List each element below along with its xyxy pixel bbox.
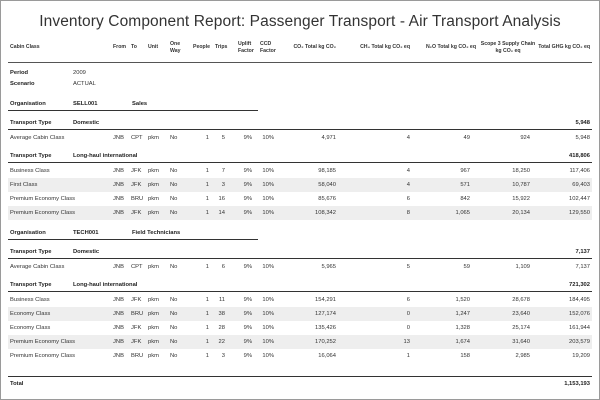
cell-ccd: 10% [262,196,274,202]
col-n2o: N₂O Total kg CO₂ eq [425,44,476,50]
cell-from: JNB [113,196,124,202]
cell-scope3: 20,134 [512,210,530,216]
cell-to: JFK [131,168,142,174]
cell-trips: 7 [221,168,225,174]
cell-cabin-class: Premium Economy Class [10,353,76,359]
col-cabin-class: Cabin Class [10,44,40,50]
cell-people: 1 [205,168,209,174]
scenario-label: Scenario [10,81,35,87]
cell-from: JNB [113,353,124,359]
cell-co2: 5,965 [321,264,336,270]
cell-ccd: 10% [262,168,274,174]
scenario-value: ACTUAL [73,81,96,87]
cell-people: 1 [205,135,209,141]
cell-ccd: 10% [262,210,274,216]
cell-co2: 108,342 [315,210,336,216]
cell-unit: pkm [148,182,159,188]
cell-total-ghg: 7,137 [575,264,590,270]
col-ch4: CH₄ Total kg CO₂ eq [360,44,410,50]
transport-type-label: Transport Type [10,153,52,159]
col-ccd-2: Factor [260,48,276,54]
cell-co2: 58,040 [318,182,336,188]
col-from: From [113,44,126,50]
cell-people: 1 [205,311,209,317]
cell-to: JFK [131,210,142,216]
cell-people: 1 [205,353,209,359]
cell-uplift: 9% [243,353,252,359]
cell-total-ghg: 69,403 [572,182,590,188]
cell-ch4: 4 [406,182,410,188]
cell-total-ghg: 19,209 [572,353,590,359]
organisation-name: Field Technicians [132,230,181,236]
cell-total-ghg: 102,447 [569,196,590,202]
cell-unit: pkm [148,196,159,202]
cell-from: JNB [113,182,124,188]
cell-total-ghg: 184,495 [569,297,590,303]
cell-unit: pkm [148,325,159,331]
cell-from: JNB [113,325,124,331]
col-one-way-2: Way [170,48,181,54]
cell-co2: 85,676 [318,196,336,202]
organisation-label: Organisation [10,230,46,236]
col-scope3-2: kg CO₂ eq [495,48,521,54]
organisation-underline [8,239,258,240]
col-to: To [131,44,137,50]
cell-cabin-class: Premium Economy Class [10,339,76,345]
cell-total-ghg: 203,579 [569,339,590,345]
cell-trips: 11 [218,297,225,303]
cell-to: BRU [131,196,144,202]
cell-cabin-class: First Class [10,182,38,188]
grand-total-value: 1,153,193 [564,381,590,387]
report-title: Inventory Component Report: Passenger Transport - Air Transport Analysis [39,13,561,30]
cell-from: JNB [113,264,124,270]
cell-unit: pkm [148,210,159,216]
cell-one-way: No [170,210,178,216]
cell-co2: 4,971 [321,135,336,141]
cell-to: BRU [131,311,144,317]
cell-ccd: 10% [262,182,274,188]
cell-people: 1 [205,196,209,202]
cell-ch4: 6 [406,297,410,303]
cell-total-ghg: 5,948 [575,135,590,141]
cell-ch4: 5 [406,264,410,270]
transport-type-value: Domestic [73,120,100,126]
cell-co2: 135,426 [315,325,336,331]
cell-scope3: 23,640 [512,311,530,317]
organisation-underline [8,110,258,111]
cell-one-way: No [170,264,178,270]
cell-from: JNB [113,311,124,317]
cell-ch4: 4 [406,135,410,141]
cell-ccd: 10% [262,325,274,331]
cell-trips: 5 [221,135,225,141]
cell-co2: 127,174 [315,311,336,317]
cell-cabin-class: Average Cabin Class [10,135,65,141]
transport-type-total: 721,302 [569,282,590,288]
cell-trips: 22 [218,339,225,345]
cell-trips: 3 [221,353,225,359]
cell-from: JNB [113,297,124,303]
transport-type-divider [8,129,592,130]
cell-scope3: 15,922 [512,196,530,202]
cell-ccd: 10% [262,339,274,345]
cell-n2o: 571 [460,182,470,188]
cell-co2: 98,185 [318,168,336,174]
cell-ch4: 6 [406,196,410,202]
cell-co2: 170,252 [315,339,336,345]
organisation-name: Sales [132,101,148,107]
cell-to: JFK [131,297,142,303]
cell-cabin-class: Economy Class [10,311,51,317]
cell-one-way: No [170,339,178,345]
transport-type-total: 7,137 [575,249,590,255]
cell-one-way: No [170,182,178,188]
cell-unit: pkm [148,168,159,174]
cell-to: CPT [131,264,143,270]
organisation-code: SELL001 [73,101,98,107]
cell-scope3: 2,985 [515,353,530,359]
cell-ch4: 1 [406,353,410,359]
transport-type-total: 5,948 [575,120,590,126]
transport-type-total: 418,806 [569,153,590,159]
cell-scope3: 25,174 [512,325,530,331]
cell-unit: pkm [148,339,159,345]
cell-uplift: 9% [243,210,252,216]
cell-to: JFK [131,325,142,331]
cell-one-way: No [170,297,178,303]
cell-trips: 38 [218,311,225,317]
period-label: Period [10,70,29,76]
cell-trips: 14 [218,210,225,216]
transport-type-value: Domestic [73,249,100,255]
cell-people: 1 [205,182,209,188]
cell-ch4: 0 [406,311,410,317]
cell-total-ghg: 161,944 [569,325,590,331]
transport-type-label: Transport Type [10,282,52,288]
cell-unit: pkm [148,297,159,303]
cell-scope3: 18,250 [512,168,530,174]
col-co2: CO₂ Total kg CO₂ [293,44,336,50]
cell-uplift: 9% [243,311,252,317]
cell-uplift: 9% [243,135,252,141]
cell-cabin-class: Premium Economy Class [10,210,76,216]
grand-total-divider [8,376,592,377]
cell-to: CPT [131,135,143,141]
cell-ch4: 8 [406,210,410,216]
cell-scope3: 10,787 [512,182,530,188]
cell-co2: 16,064 [318,353,336,359]
cell-trips: 3 [221,182,225,188]
transport-type-divider [8,258,592,259]
col-total-ghg: Total GHG kg CO₂ eq [538,44,590,50]
cell-scope3: 28,678 [512,297,530,303]
cell-ccd: 10% [262,311,274,317]
col-unit: Unit [148,44,159,50]
cell-uplift: 9% [243,168,252,174]
col-ccd-1: CCD [260,41,272,47]
cell-scope3: 31,640 [512,339,530,345]
cell-one-way: No [170,196,178,202]
transport-type-value: Long-haul international [73,282,138,288]
cell-people: 1 [205,325,209,331]
cell-n2o: 967 [460,168,470,174]
cell-uplift: 9% [243,196,252,202]
cell-scope3: 924 [520,135,530,141]
cell-total-ghg: 129,550 [569,210,590,216]
cell-trips: 6 [221,264,225,270]
cell-one-way: No [170,353,178,359]
cell-from: JNB [113,339,124,345]
cell-to: JFK [131,339,142,345]
header-divider [8,62,592,63]
cell-cabin-class: Economy Class [10,325,51,331]
cell-ccd: 10% [262,353,274,359]
transport-type-label: Transport Type [10,120,52,126]
cell-n2o: 1,520 [455,297,470,303]
col-scope3-1: Scope 3 Supply Chain [480,41,536,47]
col-one-way-1: One [170,41,181,47]
cell-uplift: 9% [243,182,252,188]
cell-cabin-class: Business Class [10,168,50,174]
cell-n2o: 158 [460,353,470,359]
col-people: People [193,44,211,50]
grand-total-label: Total [10,381,24,387]
organisation-label: Organisation [10,101,46,107]
cell-to: JFK [131,182,142,188]
cell-uplift: 9% [243,339,252,345]
cell-one-way: No [170,135,178,141]
cell-co2: 154,291 [315,297,336,303]
cell-scope3: 1,109 [515,264,530,270]
cell-n2o: 59 [463,264,470,270]
cell-n2o: 1,247 [455,311,470,317]
cell-ch4: 0 [406,325,410,331]
cell-n2o: 49 [463,135,470,141]
cell-one-way: No [170,311,178,317]
cell-cabin-class: Average Cabin Class [10,264,65,270]
cell-one-way: No [170,325,178,331]
cell-n2o: 1,065 [455,210,470,216]
cell-uplift: 9% [243,264,252,270]
cell-total-ghg: 117,406 [569,168,590,174]
cell-n2o: 1,674 [455,339,470,345]
transport-type-label: Transport Type [10,249,52,255]
cell-people: 1 [205,339,209,345]
cell-cabin-class: Premium Economy Class [10,196,76,202]
cell-ccd: 10% [262,135,274,141]
cell-ch4: 13 [403,339,410,345]
cell-people: 1 [205,297,209,303]
cell-unit: pkm [148,311,159,317]
period-value: 2009 [73,70,86,76]
col-uplift-1: Uplift [238,41,252,47]
cell-from: JNB [113,135,124,141]
cell-from: JNB [113,210,124,216]
transport-type-divider [8,162,592,163]
cell-to: BRU [131,353,144,359]
cell-uplift: 9% [243,325,252,331]
cell-trips: 16 [218,196,225,202]
cell-uplift: 9% [243,297,252,303]
cell-ccd: 10% [262,264,274,270]
cell-one-way: No [170,168,178,174]
cell-total-ghg: 152,076 [569,311,590,317]
cell-trips: 28 [218,325,225,331]
cell-unit: pkm [148,353,159,359]
cell-ccd: 10% [262,297,274,303]
col-uplift-2: Factor [238,48,254,54]
transport-type-value: Long-haul international [73,153,138,159]
cell-ch4: 4 [406,168,410,174]
transport-type-divider [8,291,592,292]
organisation-code: TECH001 [73,230,99,236]
cell-n2o: 1,328 [455,325,470,331]
cell-cabin-class: Business Class [10,297,50,303]
cell-people: 1 [205,264,209,270]
cell-people: 1 [205,210,209,216]
cell-n2o: 842 [460,196,470,202]
col-trips: Trips [215,44,228,50]
cell-from: JNB [113,168,124,174]
cell-unit: pkm [148,135,159,141]
cell-unit: pkm [148,264,159,270]
